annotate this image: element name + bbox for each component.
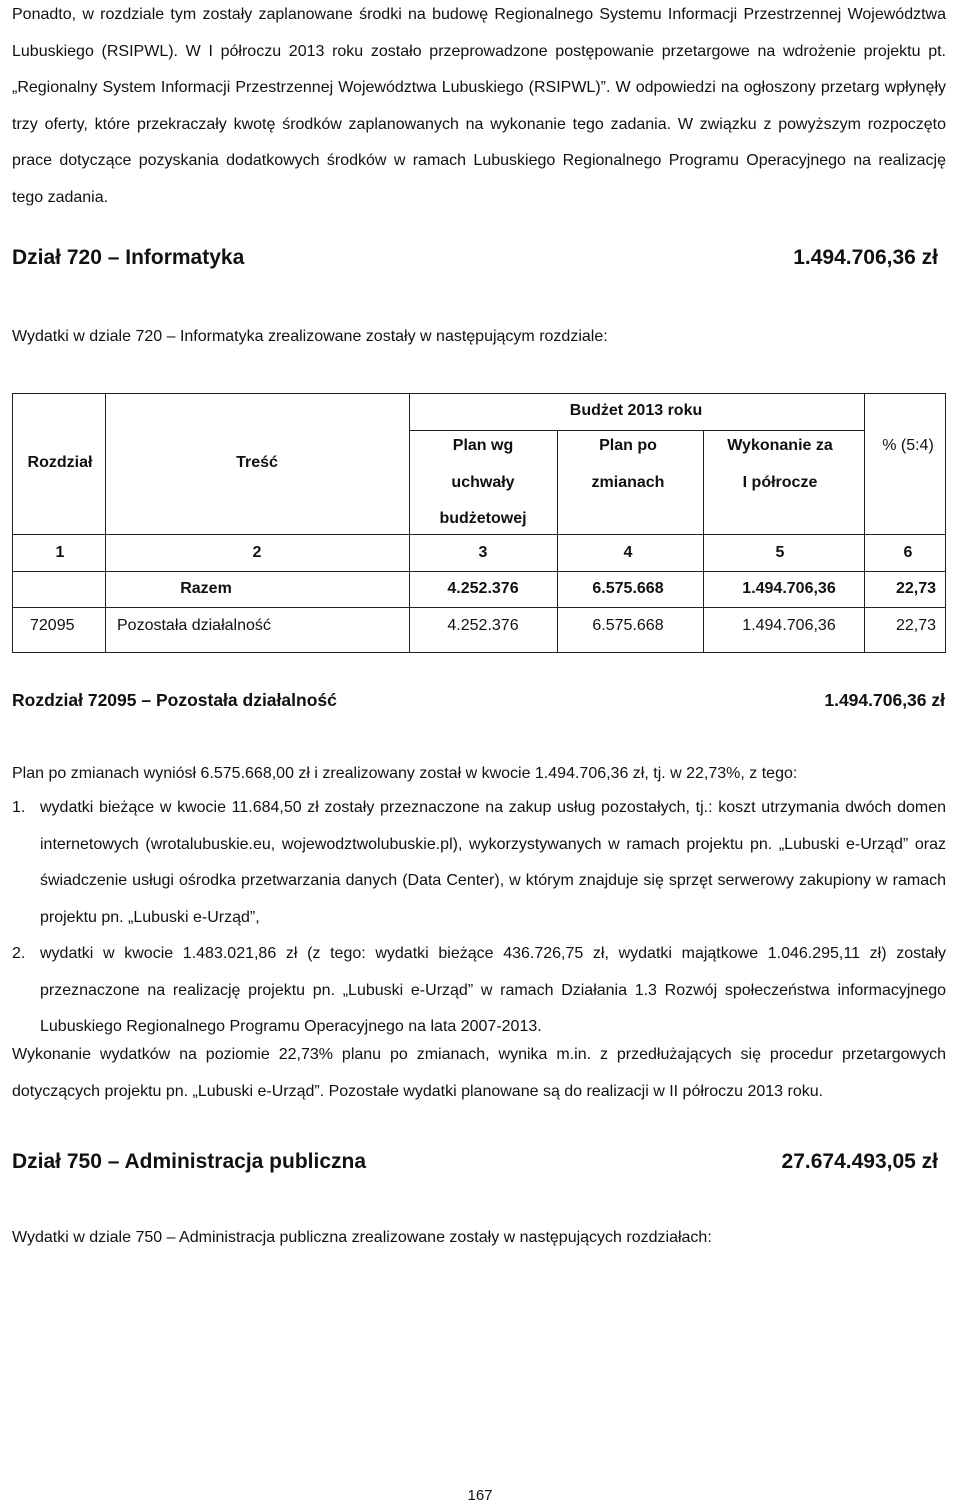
column-number: 2: [252, 544, 262, 561]
section-title: Dział 750 – Administracja publiczna: [12, 1150, 367, 1173]
list-item: [12, 936, 946, 1046]
header-plan-uchwaly: Plan wg uchwały budżetowej: [439, 437, 527, 527]
row-plan-uchwaly: 4.252.376: [447, 617, 519, 634]
list-item-text: wydatki w kwocie 1.483.021,86 zł (z tego: wydatki bieżące 436.726,75 zł, wydatki majątkowe 1.046.295,11 zł) zostały przeznaczone na realizację projektu pn. „Lubuski e-Urząd” w ramach Działania 1.3 Rozwój społeczeństwa informacyjnego Lubuskiego Regionalnego Programu Operacyjnego na lata 2007-2013.: [40, 945, 946, 1035]
column-number: 4: [623, 544, 633, 561]
table-vline: [864, 393, 865, 652]
section-heading-dzial-720: [12, 246, 938, 270]
list-item-text: wydatki bieżące w kwocie 11.684,50 zł zostały przeznaczone na zakup usług pozostałych, tj.: koszt utrzymania dwóch domen internetowych (wrotalubuskie.eu, wojewodztwolubuskie.pl), wykorzystywanych w ramach projektu pn. „Lubuski e-Urząd” oraz świadczenie usługi ośrodka przetwarzania danych (Data Center), w którym znajduje się sprzęt serwerowy zakupiony w ramach projektu pn. „Lubuski e-Urząd”,: [40, 799, 946, 926]
intro-paragraph: Ponadto, w rozdziale tym zostały zaplanowane środki na budowę Regionalnego Systemu Informacji Przestrzennej Województwa Lubuskiego (RSIPWL). W I półroczu 2013 roku zostało przeprowadzone postępowanie przetargowe na wdrożenie projektu pt. „Regionalny System Informacji Przestrzennej Województwa Lubuskiego (RSIPWL)”. W odpowiedzi na ogłoszony przetarg wpłynęły trzy oferty, które przekraczały kwotę środków zaplanowanych na wykonanie tego zadania. W związku z powyższym rozpoczęto prace dotyczące pozyskania dodatkowych środków w ramach Lubuskiego Regionalnego Programu Operacyjnego na realizację tego zadania.: [12, 6, 946, 206]
section-amount: 1.494.706,36 zł: [824, 690, 945, 710]
table-vline: [703, 430, 704, 652]
column-number: 3: [478, 544, 488, 561]
table-vline: [12, 393, 13, 652]
expense-list: [12, 790, 946, 1046]
section-heading-rozdzial-72095: [12, 690, 945, 711]
razem-plan-uchwaly: 4.252.376: [447, 580, 519, 597]
header-plan-zmianach: Plan po zmianach: [591, 437, 665, 491]
razem-label: Razem: [180, 580, 232, 597]
table-rule-razem: [12, 607, 946, 608]
page-number: 167: [467, 1487, 493, 1504]
table-rule-numbers: [12, 571, 946, 572]
section-amount: 1.494.706,36 zł: [793, 246, 938, 269]
razem-wykonanie: 1.494.706,36: [742, 580, 836, 597]
budget-table: [0, 393, 960, 653]
header-rozdzial: Rozdział: [27, 454, 93, 471]
column-number: 5: [775, 544, 785, 561]
header-budget-year: Budżet 2013 roku: [569, 402, 703, 419]
list-item: [12, 790, 946, 936]
section-amount: 27.674.493,05 zł: [781, 1150, 938, 1173]
razem-procent: 22,73: [895, 580, 936, 597]
section-title: Rozdział 72095 – Pozostała działalność: [12, 690, 337, 710]
dzial-750-intro: Wydatki w dziale 750 – Administracja publiczna zrealizowane zostały w następujących rozdziałach:: [12, 1229, 712, 1246]
table-border-bottom: [12, 652, 946, 653]
header-wykonanie: Wykonanie za I półrocze: [727, 437, 833, 491]
closing-paragraph: Wykonanie wydatków na poziomie 22,73% planu po zmianach, wynika m.in. z przedłużających się procedur przetargowych dotyczących projektu pn. „Lubuski e-Urząd”. Pozostałe wydatki planowane są do realizacji w II półroczu 2013 roku.: [12, 1046, 946, 1100]
row-procent: 22,73: [895, 617, 936, 634]
row-tresc: Pozostała działalność: [117, 617, 271, 634]
table-vline: [105, 393, 106, 652]
row-wykonanie: 1.494.706,36: [742, 617, 836, 634]
section-title: Dział 720 – Informatyka: [12, 246, 245, 269]
row-rozdzial: 72095: [30, 617, 75, 634]
dzial-720-intro: Wydatki w dziale 720 – Informatyka zrealizowane zostały w następującym rozdziale:: [12, 328, 608, 345]
table-vline: [409, 393, 410, 652]
rozdzial-72095-summary: Plan po zmianach wyniósł 6.575.668,00 zł i zrealizowany został w kwocie 1.494.706,36 zł, tj. w 22,73%, z tego:: [12, 765, 798, 782]
razem-plan-zmianach: 6.575.668: [592, 580, 664, 597]
section-heading-dzial-750: [12, 1150, 938, 1174]
table-vline: [945, 393, 946, 652]
row-plan-zmianach: 6.575.668: [592, 617, 664, 634]
column-number: 6: [903, 544, 913, 561]
header-procent: % (5:4): [882, 437, 934, 454]
list-item-number: 1.: [12, 799, 26, 816]
table-vline: [557, 430, 558, 652]
header-tresc: Treść: [236, 454, 278, 471]
column-number: 1: [55, 544, 65, 561]
table-border-top: [12, 393, 946, 394]
list-item-number: 2.: [12, 945, 26, 962]
